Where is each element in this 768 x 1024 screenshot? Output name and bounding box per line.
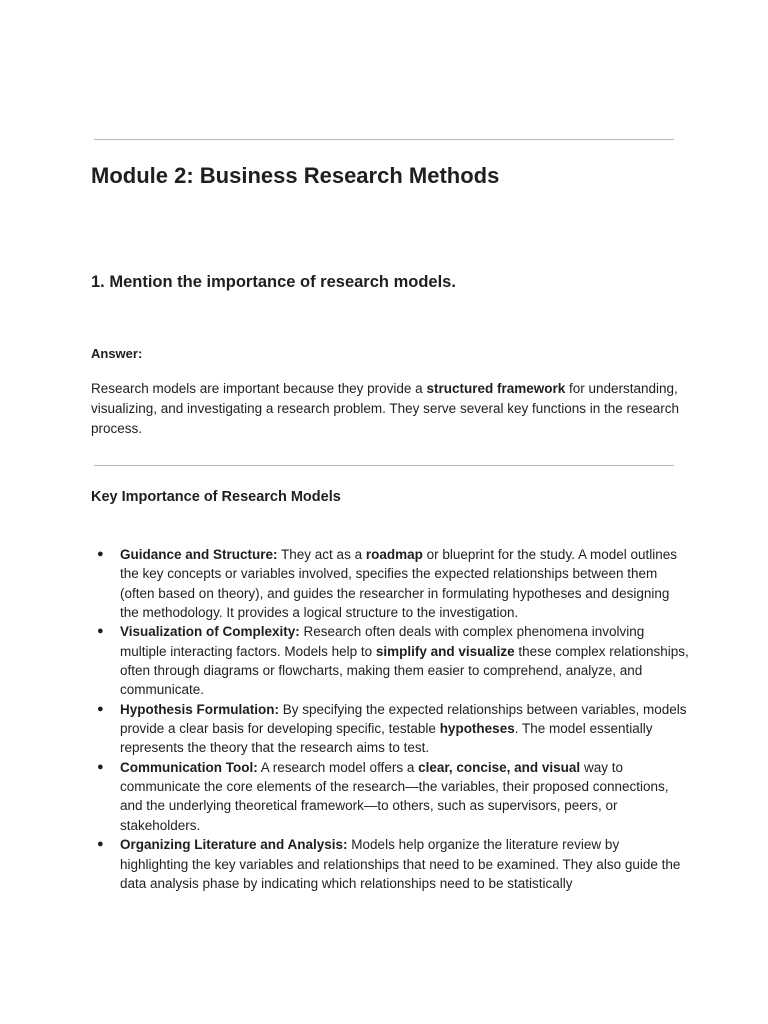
item-text: or blueprint for the study. A model outlines the key concepts or variables involved, specifies the expected relationships between them (often based on theory), and guides the researcher in formulating hypotheses and designing the methodology. It provides a logical structure to the investigation. <box>120 547 678 621</box>
item-text: these complex relationships, often through diagrams or flowcharts, making them easier to comprehend, analyze, and communicate. <box>120 643 689 698</box>
item-bold-phrase: simplify and visualize <box>375 643 515 659</box>
item-text: Models help organize the literature review by highlighting the key variables and relationships that need to be examined. They also guide the data analysis phase by indicating which relationships need to be statistically <box>120 837 681 891</box>
section-divider <box>94 465 674 466</box>
item-heading: Communication Tool: <box>120 759 258 775</box>
bullet-icon: ● <box>97 760 104 773</box>
list-item <box>91 758 691 835</box>
answer-text-part: Research models are important because they provide a <box>91 381 427 396</box>
answer-bold-phrase: structured framework <box>426 381 566 396</box>
item-bold-phrase: clear, concise, and visual <box>418 759 581 775</box>
list-item <box>91 622 691 699</box>
page-title: Module 2: Business Research Methods <box>91 163 500 188</box>
item-text: . The model essentially represents the theory that the research aims to test. <box>120 721 653 756</box>
importance-list <box>91 545 691 893</box>
question-heading: 1. Mention the importance of research models. <box>91 273 456 291</box>
item-text: way to communicate the core elements of the research—the variables, their proposed connections, and the underlying theoretical framework—to others, such as supervisors, peers, or stakeholders. <box>120 759 669 833</box>
answer-label: Answer: <box>91 346 143 361</box>
item-heading: Hypothesis Formulation: <box>120 701 280 717</box>
top-divider <box>94 139 674 140</box>
item-text: Research often deals with complex phenomena involving multiple interacting factors. Models help to <box>120 624 645 659</box>
item-heading: Guidance and Structure: <box>120 547 278 562</box>
bullet-icon: ● <box>97 702 104 715</box>
answer-text-part: for understanding, visualizing, and investigating a research problem. They serve several key functions in the research process. <box>91 381 680 436</box>
section-heading: Key Importance of Research Models <box>91 489 341 505</box>
item-heading: Visualization of Complexity: <box>120 624 300 640</box>
item-bold-phrase: hypotheses <box>439 721 515 737</box>
item-heading: Organizing Literature and Analysis: <box>120 837 348 853</box>
bullet-icon: ● <box>97 548 104 560</box>
item-text: They act as a <box>277 547 366 562</box>
item-text: A research model offers a <box>257 759 419 775</box>
bullet-icon: ● <box>97 625 104 638</box>
answer-paragraph <box>91 379 691 439</box>
list-item <box>91 835 691 893</box>
bullet-icon: ● <box>97 838 104 851</box>
list-item <box>91 545 691 622</box>
list-item <box>91 700 691 758</box>
item-bold-phrase: roadmap <box>365 547 423 562</box>
item-text: By specifying the expected relationships between variables, models provide a clear basis for developing specific, testable <box>120 701 687 737</box>
